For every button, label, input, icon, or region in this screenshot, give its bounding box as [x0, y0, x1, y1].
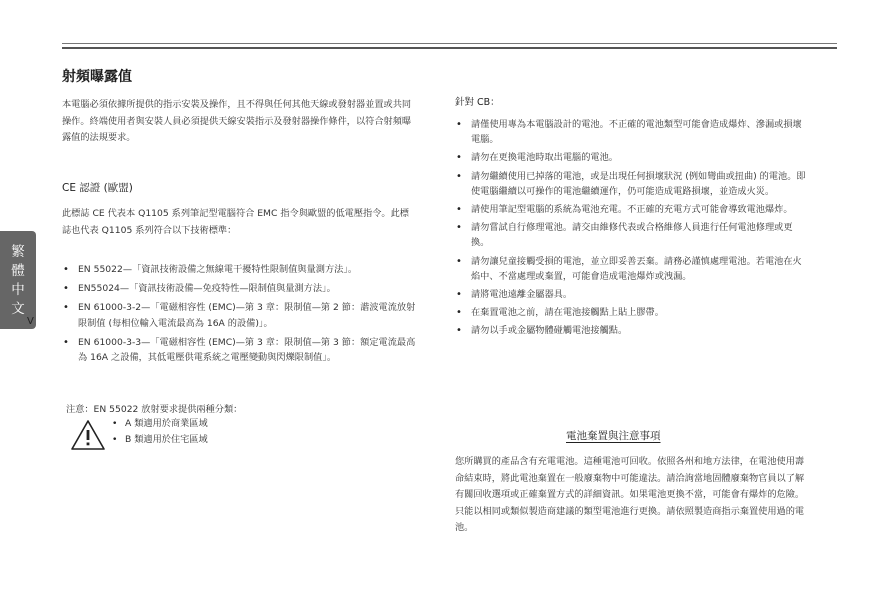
battery-section-title: 電池棄置與注意事項 [566, 430, 661, 442]
list-item: • 請僅使用專為本電腦設計的電池。不正確的電池類型可能會造成爆炸、滲漏或損壞電腦。 [455, 117, 809, 147]
language-tab [0, 231, 36, 329]
cb-list [455, 117, 809, 339]
standards-list [62, 262, 418, 365]
page-title: 射頻曝露值 [62, 69, 132, 85]
list-item: • 請勿嘗試自行修理電池。請交由維修代表或合格維修人員進行任何電池修理或更換。 [455, 220, 809, 250]
language-tab-label: 繁體中文 [11, 244, 25, 317]
intro-paragraph: 本電腦必須依據所提供的指示安裝及操作，且不得與任何其他天線或發射器並置或共同操作。終端使用者與安裝人員必須提供天線安裝指示及發射器操作條件，以符合射頻曝露值的法規要求。 [62, 99, 412, 144]
ce-heading: CE 認證 (歐盟) [62, 182, 133, 194]
cb-heading: 針對 CB： [455, 97, 500, 108]
page-number: V [27, 316, 34, 327]
list-item: • EN55024—「資訊技術設備—免疫特性—限制值與量測方法」。 [62, 281, 418, 296]
ce-statement: 此標誌 CE 代表本 Q1105 系列筆記型電腦符合 EMC 指令與歐盟的低電壓指令。此標誌也代表 Q1105 系列符合以下技術標準： [62, 208, 409, 236]
list-item: • 請勿繼續使用已掉落的電池，或是出現任何損壞狀況 (例如彎曲或扭曲) 的電池。即使電腦繼續以可操作的電池繼續運作，仍可能造成電路損壞，並造成火災。 [455, 169, 809, 199]
list-item: • 請勿在更換電池時取出電腦的電池。 [455, 150, 809, 165]
list-item: • B 類適用於住宅區域 [112, 432, 208, 448]
list-item: • 在棄置電池之前，請在電池接觸點上貼上膠帶。 [455, 305, 809, 320]
header-rule-thick [62, 47, 837, 49]
list-item: • A 類適用於商業區域 [112, 416, 208, 432]
list-item: • EN 61000-3-2—「電磁相容性 (EMC)—第 3 章：限制值—第 2 節：諧波電流放射限制值 (每相位輸入電流最高為 16A 的設備)」。 [62, 300, 418, 330]
battery-paragraph: 您所購買的產品含有充電電池。這種電池可回收。依照各州和地方法律，在電池使用壽命結束時，將此電池棄置在一般廢棄物中可能違法。請洽詢當地固體廢棄物官員以了解有關回收選項或正確棄置方式的詳細資訊。如果電池更換不當，可能會有爆炸的危險。只能以相同或類似製造商建議的類型電池進行更換。請依照製造商指示棄置使用過的電池。 [455, 456, 805, 534]
list-item: • EN 55022—「資訊技術設備之無線電干擾特性限制值與量測方法」。 [62, 262, 418, 277]
list-item: • 請使用筆記型電腦的系統為電池充電。不正確的充電方式可能會導致電池爆炸。 [455, 202, 809, 217]
note-list [112, 416, 208, 448]
list-item: • 請將電池遠離金屬器具。 [455, 287, 809, 302]
header-rule-thin [62, 43, 837, 44]
list-item: • 請勿讓兒童接觸受損的電池，並立即妥善丟棄。請務必謹慎處理電池。若電池在火焰中、不當處理或棄置，可能會造成電池爆炸或洩漏。 [455, 254, 809, 284]
note-heading: 注意：EN 55022 放射要求提供兩種分類： [66, 404, 243, 415]
list-item: • 請勿以手或金屬物體碰觸電池接觸點。 [455, 323, 809, 338]
warning-icon [70, 419, 106, 451]
list-item: • EN 61000-3-3—「電磁相容性 (EMC)—第 3 章：限制值—第 3 節：額定電流最高為 16A 之設備，其低電壓供電系統之電壓變動與閃爍限制值」。 [62, 335, 418, 365]
